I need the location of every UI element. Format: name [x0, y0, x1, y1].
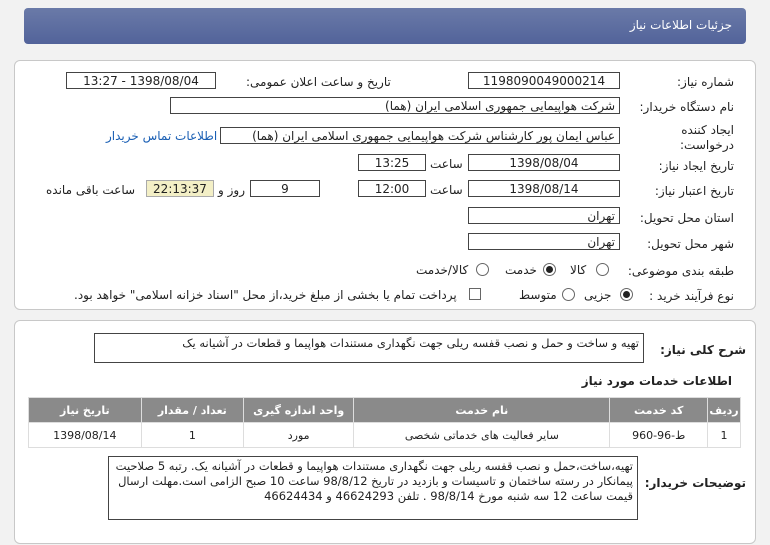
announce-label: تاریخ و ساعت اعلان عمومی: [246, 75, 391, 89]
days-field: 9 [250, 180, 320, 197]
page-header [24, 8, 746, 44]
need-number-field: 1198090049000214 [468, 72, 620, 89]
treasury-payment-checkbox[interactable] [469, 288, 481, 300]
buyer-label: نام دستگاه خریدار: [639, 100, 734, 114]
cell-row: 1 [708, 423, 741, 448]
services-section-title: اطلاعات خدمات مورد نیاز [581, 374, 732, 388]
process-label: نوع فرآیند خرید : [649, 289, 734, 303]
process-medium-radio[interactable] [562, 288, 575, 301]
created-time-field: 13:25 [358, 154, 426, 171]
cell-date: 1398/08/14 [29, 423, 142, 448]
category-goods-label: کالا [570, 263, 587, 277]
description-field: تهیه و ساخت و حمل و نصب قفسه ریلی جهت نگهداری مستندات هواپیما و قطعات در آشیانه یک [94, 333, 644, 363]
validity-time-field: 12:00 [358, 180, 426, 197]
cell-qty: 1 [141, 423, 243, 448]
cell-code: ط-96-960 [610, 423, 708, 448]
description-label: شرح کلی نیاز: [660, 343, 746, 357]
col-qty-header: تعداد / مقدار [141, 398, 243, 423]
col-name-header: نام خدمت [354, 398, 610, 423]
city-label: شهر محل تحویل: [647, 237, 734, 251]
days-label: روز و [218, 183, 245, 197]
buyer-field: شرکت هواپیمایی جمهوری اسلامی ایران (هما) [170, 97, 620, 114]
remaining-time-field: 22:13:37 [146, 180, 214, 197]
validity-date-field: 1398/08/14 [468, 180, 620, 197]
validity-date-label: تاریخ اعتبار نیاز: [654, 184, 734, 198]
table-row [29, 423, 741, 448]
services-table-header-row [29, 398, 741, 423]
remaining-label: ساعت باقی مانده [46, 183, 136, 197]
province-label: استان محل تحویل: [639, 211, 734, 225]
province-field: تهران [468, 207, 620, 224]
services-table [28, 397, 741, 448]
col-code-header: کد خدمت [610, 398, 708, 423]
category-service-radio[interactable] [543, 263, 556, 276]
validity-time-label: ساعت [430, 183, 463, 197]
process-medium-label: متوسط [519, 288, 557, 302]
created-date-field: 1398/08/04 [468, 154, 620, 171]
city-field: تهران [468, 233, 620, 250]
process-partial-label: جزیی [584, 288, 612, 302]
buyer-notes-label: توضیحات خریدار: [644, 476, 746, 490]
page-title: جزئیات اطلاعات نیاز [629, 18, 732, 32]
category-goods-radio[interactable] [596, 263, 609, 276]
category-service-label: خدمت [505, 263, 537, 277]
need-number-label: شماره نیاز: [677, 75, 734, 89]
creator-label-2: درخواست: [680, 138, 734, 152]
treasury-payment-note: پرداخت تمام یا بخشی از مبلغ خرید،از محل "اسناد خزانه اسلامی" خواهد بود. [74, 288, 457, 302]
category-label: طبقه بندی موضوعی: [627, 264, 734, 278]
cell-unit: مورد [244, 423, 354, 448]
col-row-header: ردیف [708, 398, 741, 423]
creator-field: عباس ایمان پور کارشناس شرکت هواپیمایی جمهوری اسلامی ایران (هما) [220, 127, 620, 144]
process-partial-radio[interactable] [620, 288, 633, 301]
cell-name: سایر فعالیت های خدماتی شخصی [354, 423, 610, 448]
creator-label-1: ایجاد کننده [681, 123, 734, 137]
announce-field: 1398/08/04 - 13:27 [66, 72, 216, 89]
created-date-label: تاریخ ایجاد نیاز: [658, 159, 734, 173]
buyer-notes-field: تهیه،ساخت،حمل و نصب قفسه ریلی جهت نگهداری مستندات هواپیما و قطعات در آشیانه یک. رتبه 5 صلاحیت پیمانکار در رسته ساختمان و تاسیسات و بازدید در تاریخ 98/8/12 ساعت 10 صبح الزامی است.مهلت ارسال قیمت ساعت 12 سه شنبه مورخ 98/8/14 . تلفن 46624293 و 46624434 [108, 456, 638, 520]
col-unit-header: واحد اندازه گیری [244, 398, 354, 423]
category-goods-service-label: کالا/خدمت [416, 263, 469, 277]
created-time-label: ساعت [430, 157, 463, 171]
contact-info-link[interactable]: اطلاعات تماس خریدار [106, 129, 218, 143]
category-goods-service-radio[interactable] [476, 263, 489, 276]
col-date-header: تاریخ نیاز [29, 398, 142, 423]
